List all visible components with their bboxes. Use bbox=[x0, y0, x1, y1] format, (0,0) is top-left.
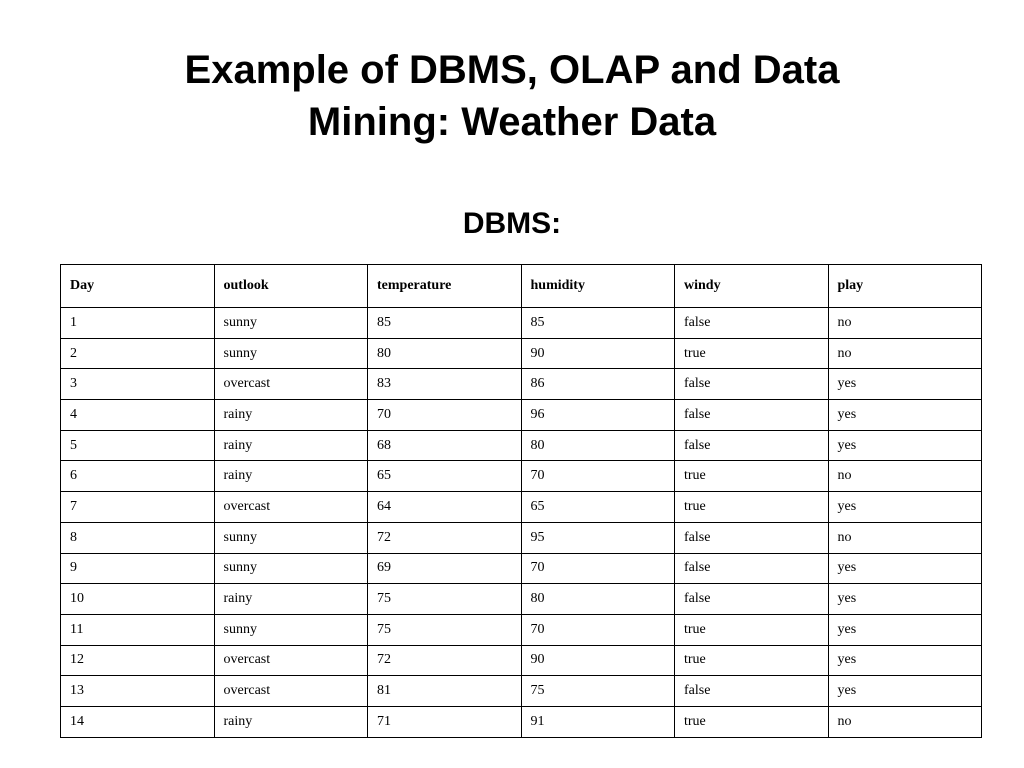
cell-outlook: sunny bbox=[214, 522, 368, 553]
cell-day: 5 bbox=[61, 430, 215, 461]
cell-windy: true bbox=[675, 645, 829, 676]
cell-temperature: 72 bbox=[368, 645, 522, 676]
cell-day: 14 bbox=[61, 706, 215, 737]
cell-humidity: 80 bbox=[521, 430, 675, 461]
header-temperature: temperature bbox=[368, 265, 522, 308]
cell-outlook: overcast bbox=[214, 492, 368, 523]
slide-title bbox=[0, 44, 1024, 148]
cell-humidity: 96 bbox=[521, 400, 675, 431]
cell-play: yes bbox=[828, 676, 982, 707]
cell-day: 12 bbox=[61, 645, 215, 676]
header-outlook: outlook bbox=[214, 265, 368, 308]
cell-outlook: rainy bbox=[214, 706, 368, 737]
cell-windy: true bbox=[675, 706, 829, 737]
cell-temperature: 81 bbox=[368, 676, 522, 707]
header-humidity: humidity bbox=[521, 265, 675, 308]
cell-play: yes bbox=[828, 492, 982, 523]
table-row bbox=[61, 645, 982, 676]
table-row bbox=[61, 461, 982, 492]
cell-day: 6 bbox=[61, 461, 215, 492]
cell-temperature: 71 bbox=[368, 706, 522, 737]
cell-windy: false bbox=[675, 400, 829, 431]
cell-windy: false bbox=[675, 369, 829, 400]
cell-windy: true bbox=[675, 461, 829, 492]
cell-play: no bbox=[828, 308, 982, 339]
cell-day: 9 bbox=[61, 553, 215, 584]
cell-play: yes bbox=[828, 430, 982, 461]
cell-windy: false bbox=[675, 676, 829, 707]
cell-day: 11 bbox=[61, 614, 215, 645]
cell-windy: false bbox=[675, 430, 829, 461]
table-header-row bbox=[61, 265, 982, 308]
cell-temperature: 69 bbox=[368, 553, 522, 584]
cell-outlook: rainy bbox=[214, 461, 368, 492]
cell-play: yes bbox=[828, 400, 982, 431]
cell-humidity: 80 bbox=[521, 584, 675, 615]
cell-temperature: 83 bbox=[368, 369, 522, 400]
cell-day: 13 bbox=[61, 676, 215, 707]
cell-humidity: 70 bbox=[521, 614, 675, 645]
cell-humidity: 91 bbox=[521, 706, 675, 737]
cell-windy: false bbox=[675, 522, 829, 553]
table-row bbox=[61, 522, 982, 553]
cell-temperature: 72 bbox=[368, 522, 522, 553]
cell-outlook: rainy bbox=[214, 400, 368, 431]
cell-day: 7 bbox=[61, 492, 215, 523]
section-subtitle: DBMS: bbox=[462, 207, 562, 240]
cell-windy: false bbox=[675, 553, 829, 584]
cell-windy: false bbox=[675, 308, 829, 339]
cell-humidity: 65 bbox=[521, 492, 675, 523]
cell-temperature: 68 bbox=[368, 430, 522, 461]
cell-day: 10 bbox=[61, 584, 215, 615]
table-row bbox=[61, 706, 982, 737]
cell-temperature: 85 bbox=[368, 308, 522, 339]
table-row bbox=[61, 430, 982, 461]
cell-humidity: 90 bbox=[521, 645, 675, 676]
cell-outlook: overcast bbox=[214, 645, 368, 676]
cell-humidity: 70 bbox=[521, 461, 675, 492]
cell-play: no bbox=[828, 461, 982, 492]
cell-windy: true bbox=[675, 492, 829, 523]
cell-day: 8 bbox=[61, 522, 215, 553]
cell-humidity: 95 bbox=[521, 522, 675, 553]
cell-humidity: 90 bbox=[521, 338, 675, 369]
cell-outlook: sunny bbox=[214, 614, 368, 645]
slide-title-line-2: Mining: Weather Data bbox=[307, 100, 717, 144]
cell-play: yes bbox=[828, 369, 982, 400]
cell-play: no bbox=[828, 522, 982, 553]
table-body bbox=[61, 308, 982, 738]
cell-windy: false bbox=[675, 584, 829, 615]
cell-play: no bbox=[828, 338, 982, 369]
header-day: Day bbox=[61, 265, 215, 308]
table-row bbox=[61, 553, 982, 584]
table-row bbox=[61, 338, 982, 369]
cell-play: no bbox=[828, 706, 982, 737]
cell-temperature: 75 bbox=[368, 614, 522, 645]
slide-title-line-1: Example of DBMS, OLAP and Data bbox=[184, 48, 840, 92]
cell-temperature: 70 bbox=[368, 400, 522, 431]
cell-day: 1 bbox=[61, 308, 215, 339]
table-row bbox=[61, 400, 982, 431]
cell-temperature: 65 bbox=[368, 461, 522, 492]
table-row bbox=[61, 492, 982, 523]
table-row bbox=[61, 369, 982, 400]
cell-day: 2 bbox=[61, 338, 215, 369]
cell-day: 3 bbox=[61, 369, 215, 400]
cell-play: yes bbox=[828, 645, 982, 676]
header-play: play bbox=[828, 265, 982, 308]
cell-windy: true bbox=[675, 338, 829, 369]
cell-humidity: 85 bbox=[521, 308, 675, 339]
weather-data-table bbox=[60, 264, 982, 738]
cell-outlook: sunny bbox=[214, 338, 368, 369]
cell-humidity: 86 bbox=[521, 369, 675, 400]
cell-play: yes bbox=[828, 553, 982, 584]
cell-outlook: overcast bbox=[214, 369, 368, 400]
cell-outlook: sunny bbox=[214, 553, 368, 584]
table-row bbox=[61, 584, 982, 615]
table-row bbox=[61, 614, 982, 645]
cell-play: yes bbox=[828, 614, 982, 645]
cell-humidity: 75 bbox=[521, 676, 675, 707]
cell-day: 4 bbox=[61, 400, 215, 431]
cell-play: yes bbox=[828, 584, 982, 615]
cell-windy: true bbox=[675, 614, 829, 645]
cell-outlook: rainy bbox=[214, 584, 368, 615]
cell-temperature: 75 bbox=[368, 584, 522, 615]
cell-humidity: 70 bbox=[521, 553, 675, 584]
cell-temperature: 64 bbox=[368, 492, 522, 523]
cell-outlook: overcast bbox=[214, 676, 368, 707]
table-row bbox=[61, 308, 982, 339]
table-row bbox=[61, 676, 982, 707]
header-windy: windy bbox=[675, 265, 829, 308]
cell-outlook: sunny bbox=[214, 308, 368, 339]
cell-temperature: 80 bbox=[368, 338, 522, 369]
cell-outlook: rainy bbox=[214, 430, 368, 461]
